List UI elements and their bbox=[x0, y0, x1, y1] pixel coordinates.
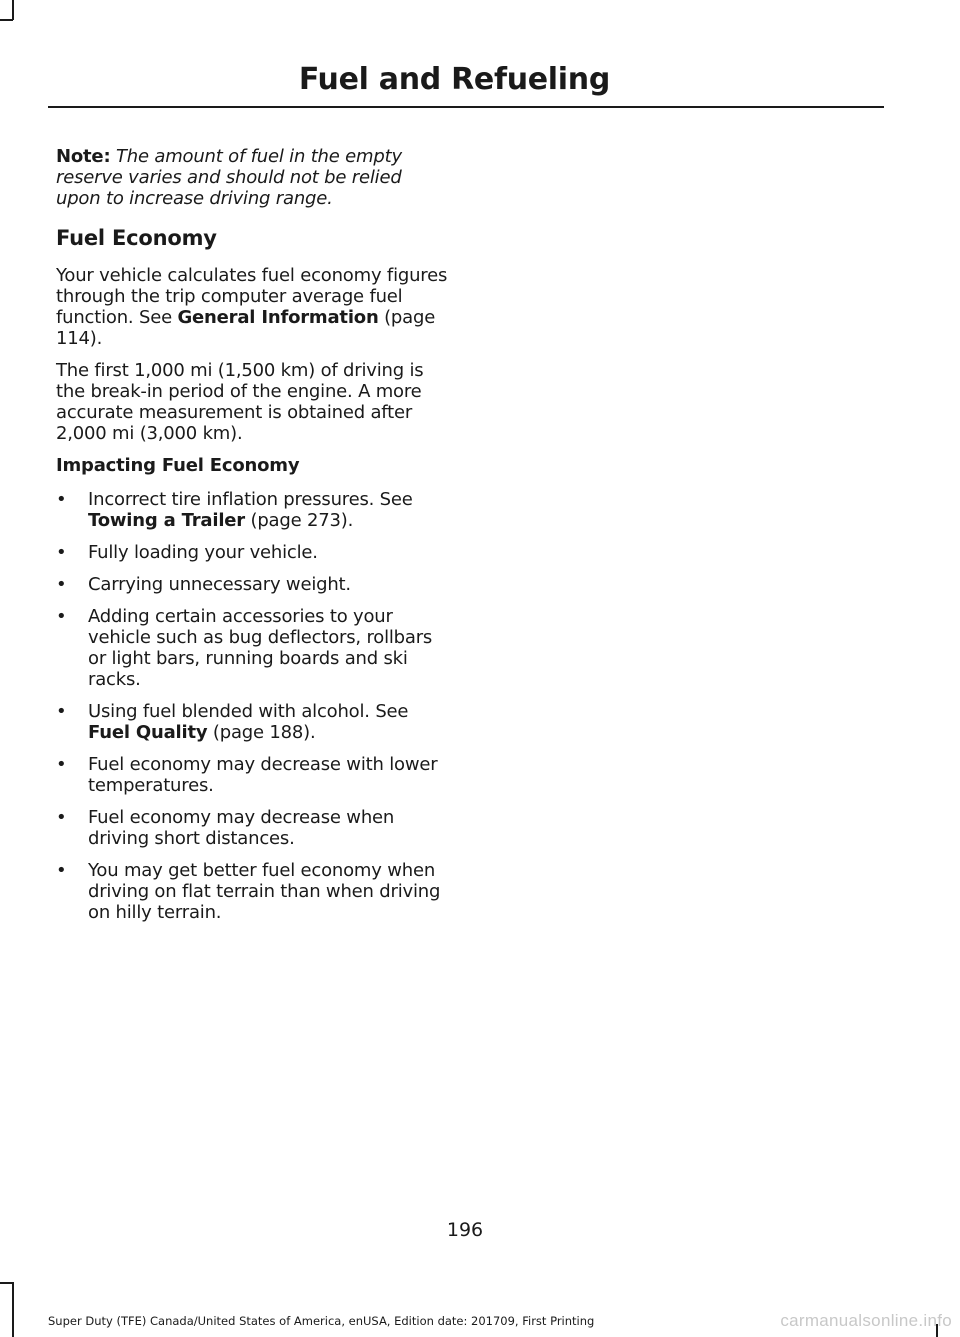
page-number: 196 bbox=[446, 1219, 484, 1241]
header-divider bbox=[48, 106, 884, 108]
bullet-icon: • bbox=[56, 701, 67, 722]
bullet-icon: • bbox=[56, 574, 67, 595]
bullet-icon: • bbox=[56, 807, 67, 828]
page-title: Fuel and Refueling bbox=[298, 62, 610, 97]
impacting-fuel-economy-heading: Impacting Fuel Economy bbox=[56, 455, 300, 476]
list-item-text: Fully loading your vehicle. bbox=[88, 542, 318, 563]
impacting-factors-list bbox=[56, 489, 450, 923]
list-item bbox=[56, 701, 450, 743]
list-item bbox=[56, 754, 450, 796]
list-item-text: Incorrect tire inflation pressures. See bbox=[88, 489, 413, 510]
page-reference: (page 188). bbox=[207, 722, 316, 743]
list-item-text: Fuel economy may decrease with lower temperatures. bbox=[88, 754, 438, 796]
crop-mark-top-left-h bbox=[0, 19, 13, 21]
list-item bbox=[56, 860, 450, 923]
page-reference: (page 273). bbox=[244, 510, 354, 531]
list-item-text: Fuel economy may decrease when driving short distances. bbox=[88, 807, 395, 849]
fuel-quality-link[interactable]: Fuel Quality bbox=[88, 722, 208, 743]
bullet-icon: • bbox=[56, 860, 67, 881]
crop-mark-bottom-left-h bbox=[0, 1282, 13, 1284]
towing-a-trailer-link[interactable]: Towing a Trailer bbox=[88, 510, 245, 531]
bullet-icon: • bbox=[56, 489, 67, 510]
bullet-icon: • bbox=[56, 606, 67, 627]
general-information-link[interactable]: General Information bbox=[177, 307, 379, 328]
paragraph-text: Your vehicle calculates fuel economy figures through the trip computer average fuel function. See bbox=[56, 265, 448, 328]
list-item bbox=[56, 606, 450, 690]
list-item bbox=[56, 489, 450, 531]
list-item bbox=[56, 542, 450, 563]
watermark: carmanualsonline.info bbox=[780, 1311, 952, 1330]
main-content bbox=[56, 146, 450, 934]
bullet-icon: • bbox=[56, 754, 67, 775]
list-item-text: Carrying unnecessary weight. bbox=[88, 574, 351, 595]
bullet-icon: • bbox=[56, 542, 67, 563]
list-item bbox=[56, 807, 450, 849]
list-item-text: Using fuel blended with alcohol. See bbox=[88, 701, 409, 722]
fuel-economy-paragraph-2: The first 1,000 mi (1,500 km) of driving is the break-in period of the engine. A more accurate measurement is obtained after 2,000 mi (3,000 km). bbox=[56, 360, 424, 444]
crop-mark-top-left-v bbox=[12, 0, 14, 20]
footer-edition-info: Super Duty (TFE) Canada/United States of America, enUSA, Edition date: 201709, First Printing bbox=[48, 1314, 595, 1328]
list-item bbox=[56, 574, 450, 595]
fuel-economy-paragraph-1 bbox=[56, 265, 450, 349]
note-text: The amount of fuel in the empty reserve varies and should not be relied upon to increase driving range. bbox=[56, 146, 402, 209]
fuel-economy-heading: Fuel Economy bbox=[56, 226, 217, 250]
page-reference: (page 114). bbox=[56, 307, 436, 349]
note-label: Note: bbox=[56, 146, 111, 167]
list-item-text: Adding certain accessories to your vehicle such as bug deflectors, rollbars or light bars, running boards and ski racks. bbox=[88, 606, 433, 690]
list-item-text: You may get better fuel economy when driving on flat terrain than when driving on hilly terrain. bbox=[88, 860, 441, 923]
crop-mark-bottom-left-v bbox=[12, 1282, 14, 1337]
note-paragraph bbox=[56, 146, 450, 209]
